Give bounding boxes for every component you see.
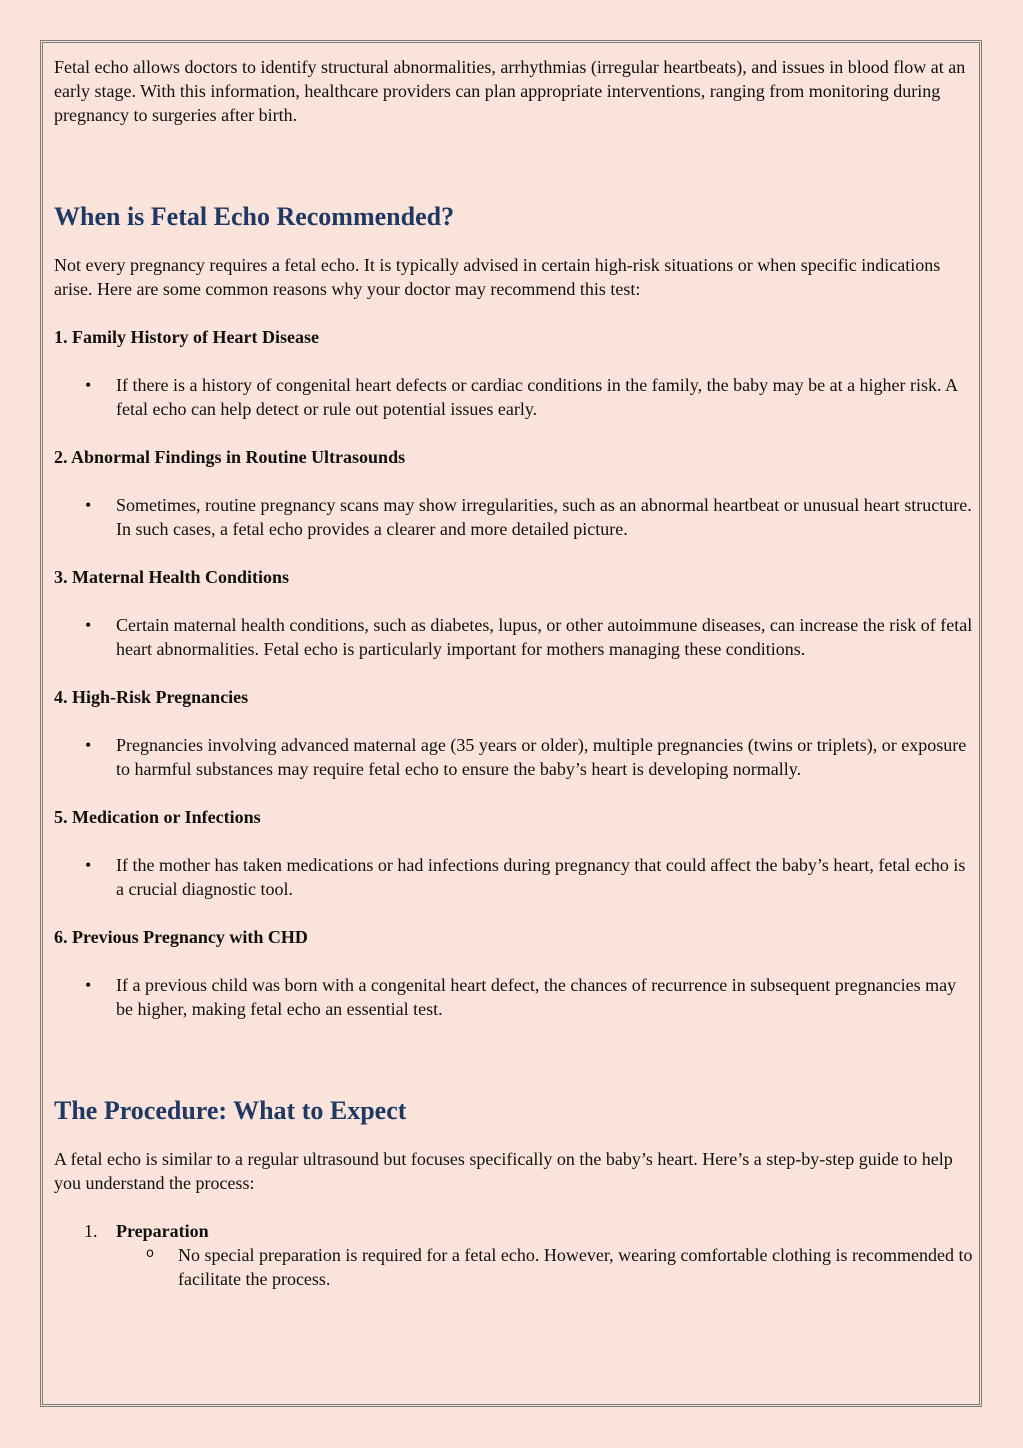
bullet-icon: •	[85, 375, 92, 395]
reason-text: Sometimes, routine pregnancy scans may show irregularities, such as an abnormal heartbeat or unusual heart structure. In such cases, a fetal echo provides a clearer and more detailed picture.	[116, 495, 972, 539]
intro-paragraph: Fetal echo allows doctors to identify structural abnormalities, arrhythmias (irregular heartbeats), and issues in blood flow at an early stage. With this information, healthcare providers can plan appropriate interventions, ranging from monitoring during pregnancy to surgeries after birth.	[54, 57, 966, 125]
reason-block-5	[54, 805, 976, 901]
reason-list	[54, 733, 976, 781]
section-lead-recommended: Not every pregnancy requires a fetal echo. It is typically advised in certain high-risk situations or when specific indications arise. Here are some common reasons why your doctor may recommend this test:	[54, 255, 941, 299]
list-item	[116, 1243, 976, 1291]
procedure-steps	[54, 1219, 976, 1291]
step-sublist	[116, 1243, 976, 1291]
reason-block-6	[54, 925, 976, 1021]
reason-text: If the mother has taken medications or had infections during pregnancy that could affect the baby’s heart, fetal echo is a crucial diagnostic tool.	[116, 855, 966, 899]
bullet-icon: •	[85, 735, 92, 755]
step-detail: No special preparation is required for a fetal echo. However, wearing comfortable clothing is recommended to facilitate the process.	[178, 1245, 973, 1289]
reason-text: If there is a history of congenital heart defects or cardiac conditions in the family, the baby may be at a higher risk. A fetal echo can help detect or rule out potential issues early.	[116, 375, 958, 419]
reason-heading: 6. Previous Pregnancy with CHD	[54, 927, 308, 947]
reason-heading: 3. Maternal Health Conditions	[54, 567, 290, 587]
procedure-step	[54, 1219, 976, 1291]
reason-list	[54, 973, 976, 1021]
step-title: Preparation	[116, 1221, 209, 1241]
reason-list	[54, 373, 976, 421]
reason-list	[54, 493, 976, 541]
section-title-recommended: When is Fetal Echo Recommended?	[54, 202, 455, 231]
reason-heading: 5. Medication or Infections	[54, 807, 261, 827]
list-item	[54, 733, 976, 781]
reason-heading: 2. Abnormal Findings in Routine Ultrasounds	[54, 447, 406, 467]
list-item	[54, 853, 976, 901]
bullet-icon: •	[85, 855, 92, 875]
section-title-procedure: The Procedure: What to Expect	[54, 1096, 407, 1125]
bullet-icon: •	[85, 615, 92, 635]
circle-bullet-icon: o	[146, 1246, 154, 1261]
reason-text: Pregnancies involving advanced maternal age (35 years or older), multiple pregnancies (twins or triplets), or exposure to harmful substances may require fetal echo to ensure the baby’s heart is developing normally.	[116, 735, 967, 779]
bullet-icon: •	[85, 975, 92, 995]
reason-block-1	[54, 325, 976, 421]
reason-text: If a previous child was born with a congenital heart defect, the chances of recurrence in subsequent pregnancies may be higher, making fetal echo an essential test.	[116, 975, 957, 1019]
reason-heading: 1. Family History of Heart Disease	[54, 327, 319, 347]
reason-block-2	[54, 445, 976, 541]
reason-list	[54, 853, 976, 901]
list-item	[54, 613, 976, 661]
section-lead-procedure: A fetal echo is similar to a regular ultrasound but focuses specifically on the baby’s heart. Here’s a step-by-step guide to help you understand the process:	[54, 1149, 953, 1193]
reason-block-4	[54, 685, 976, 781]
document-body	[54, 55, 976, 1291]
step-number: 1.	[84, 1221, 98, 1241]
list-item	[54, 973, 976, 1021]
list-item	[54, 493, 976, 541]
reason-heading: 4. High-Risk Pregnancies	[54, 687, 249, 707]
bullet-icon: •	[85, 495, 92, 515]
section-spacer	[54, 1045, 976, 1095]
reason-block-3	[54, 565, 976, 661]
reason-text: Certain maternal health conditions, such as diabetes, lupus, or other autoimmune diseases, can increase the risk of fetal heart abnormalities. Fetal echo is particularly important for mothers managing these conditions.	[116, 615, 973, 659]
reason-list	[54, 613, 976, 661]
list-item	[54, 373, 976, 421]
